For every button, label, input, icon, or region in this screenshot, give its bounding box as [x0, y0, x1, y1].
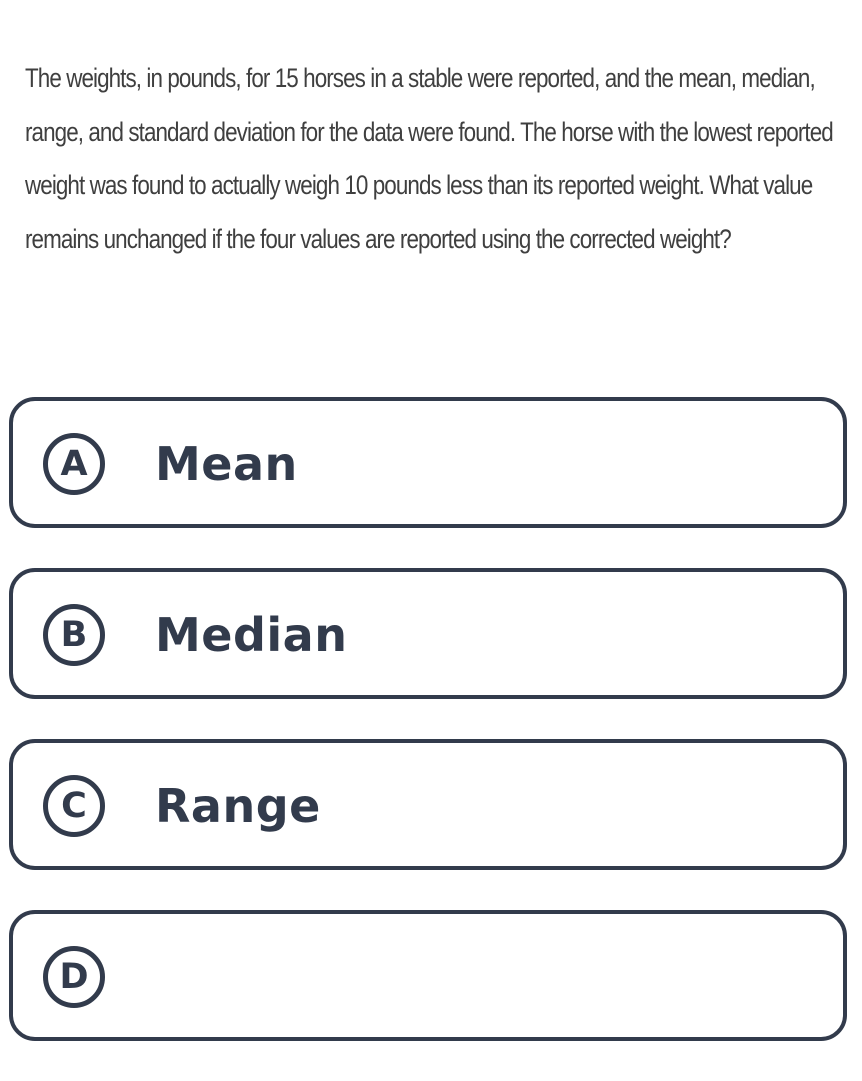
- option-a-label: Mean: [155, 437, 298, 491]
- option-b[interactable]: [9, 568, 847, 699]
- option-d-badge: D: [43, 946, 105, 1008]
- answer-options: [9, 397, 847, 1081]
- option-c-label: Range: [155, 779, 321, 833]
- option-b-badge: B: [43, 604, 105, 666]
- option-a-badge: A: [43, 433, 105, 495]
- option-b-label: Median: [155, 608, 348, 662]
- option-a[interactable]: [9, 397, 847, 528]
- option-c-badge: C: [43, 775, 105, 837]
- question-text: The weights, in pounds, for 15 horses in a stable were reported, and the mean, median, range, and standard deviation for the data were found. The horse with the lowest reported weight was found to actually weigh 10 pounds less than its reported weight. What value remains unchanged if the four values are reported using the corrected weight?: [25, 63, 833, 254]
- option-d[interactable]: [9, 910, 847, 1041]
- option-c[interactable]: [9, 739, 847, 870]
